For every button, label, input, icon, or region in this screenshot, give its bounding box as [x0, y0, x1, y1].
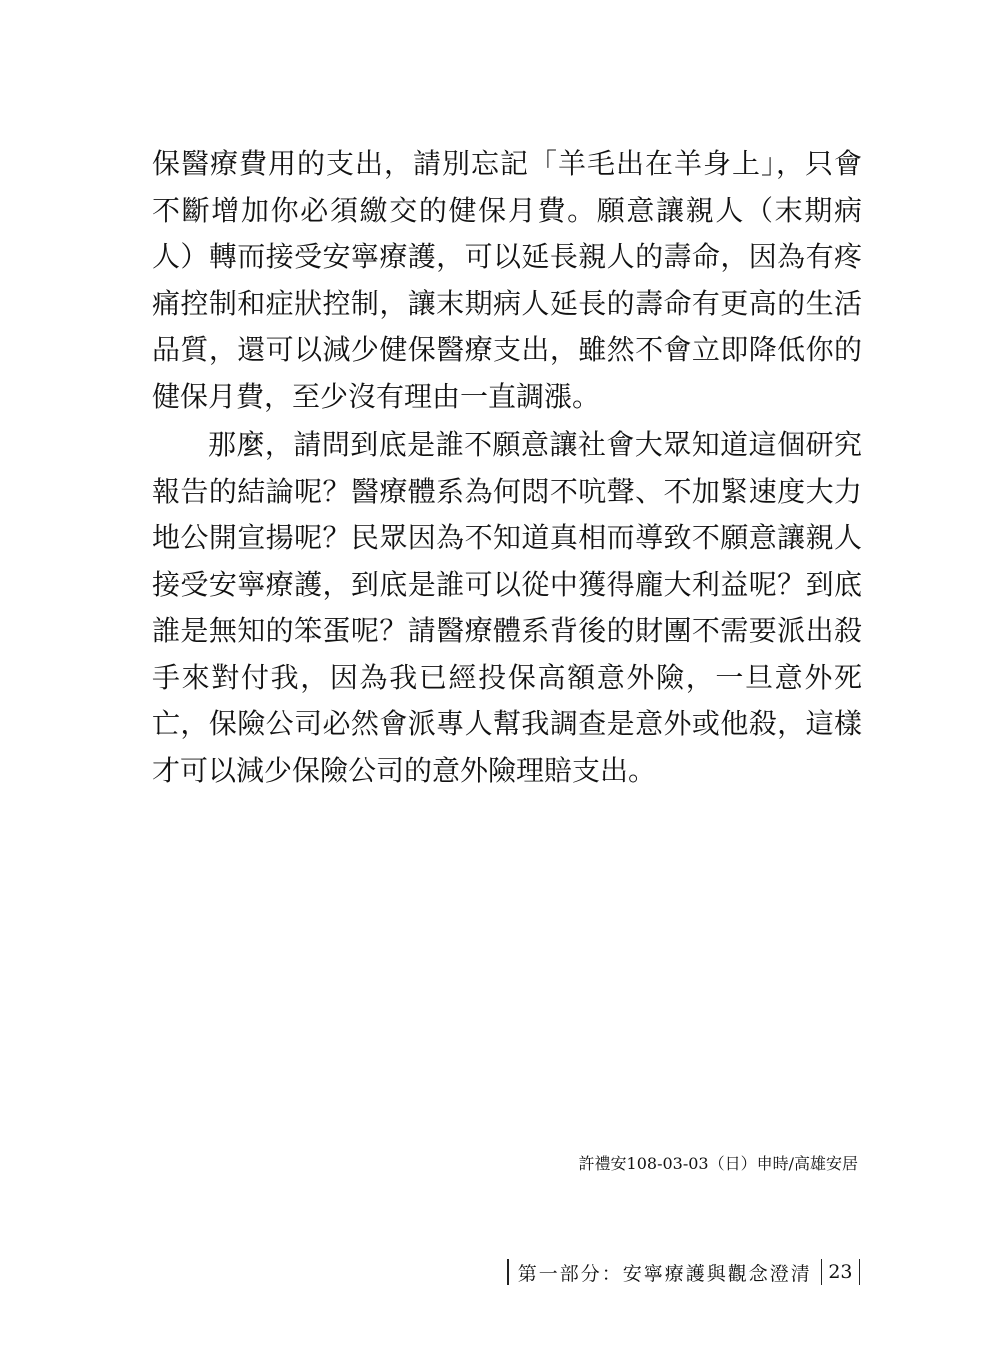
body-paragraph-1: 保醫療費用的支出，請別忘記「羊毛出在羊身上」，只會不斷增加你必須繳交的健保月費。願意讓親人（末期病人）轉而接受安寧療護，可以延長親人的壽命，因為有疼痛控制和症狀控制，讓末期病人延長的壽命有更高的生活品質，還可以減少健保醫療支出，雖然不會立即降低你的健保月費，至少沒有理由一直調漲。 [152, 147, 862, 413]
page-number: 23 [828, 1261, 853, 1283]
body-paragraph-2-container [152, 422, 862, 794]
footer-divider-right [859, 1259, 861, 1285]
footer-section-title: 第一部分：安寧療護與觀念澄清 [517, 1262, 812, 1285]
body-paragraph-1-container [152, 141, 862, 420]
page-footer [507, 1257, 860, 1287]
body-paragraph-2: 那麼，請問到底是誰不願意讓社會大眾知道這個研究報告的結論呢？醫療體系為何悶不吭聲、不加緊速度大力地公開宣揚呢？民眾因為不知道真相而導致不願意讓親人接受安寧療護，到底是誰可以從中獲得龐大利益呢？到底誰是無知的笨蛋呢？請醫療體系背後的財團不需要派出殺手來對付我，因為我已經投保高額意外險，一旦意外死亡，保險公司必然會派專人幫我調查是意外或他殺，這樣才可以減少保險公司的意外險理賠支出。 [152, 428, 862, 787]
author-signature: 許禮安108-03-03（日）申時/高雄安居 [578, 1154, 858, 1173]
